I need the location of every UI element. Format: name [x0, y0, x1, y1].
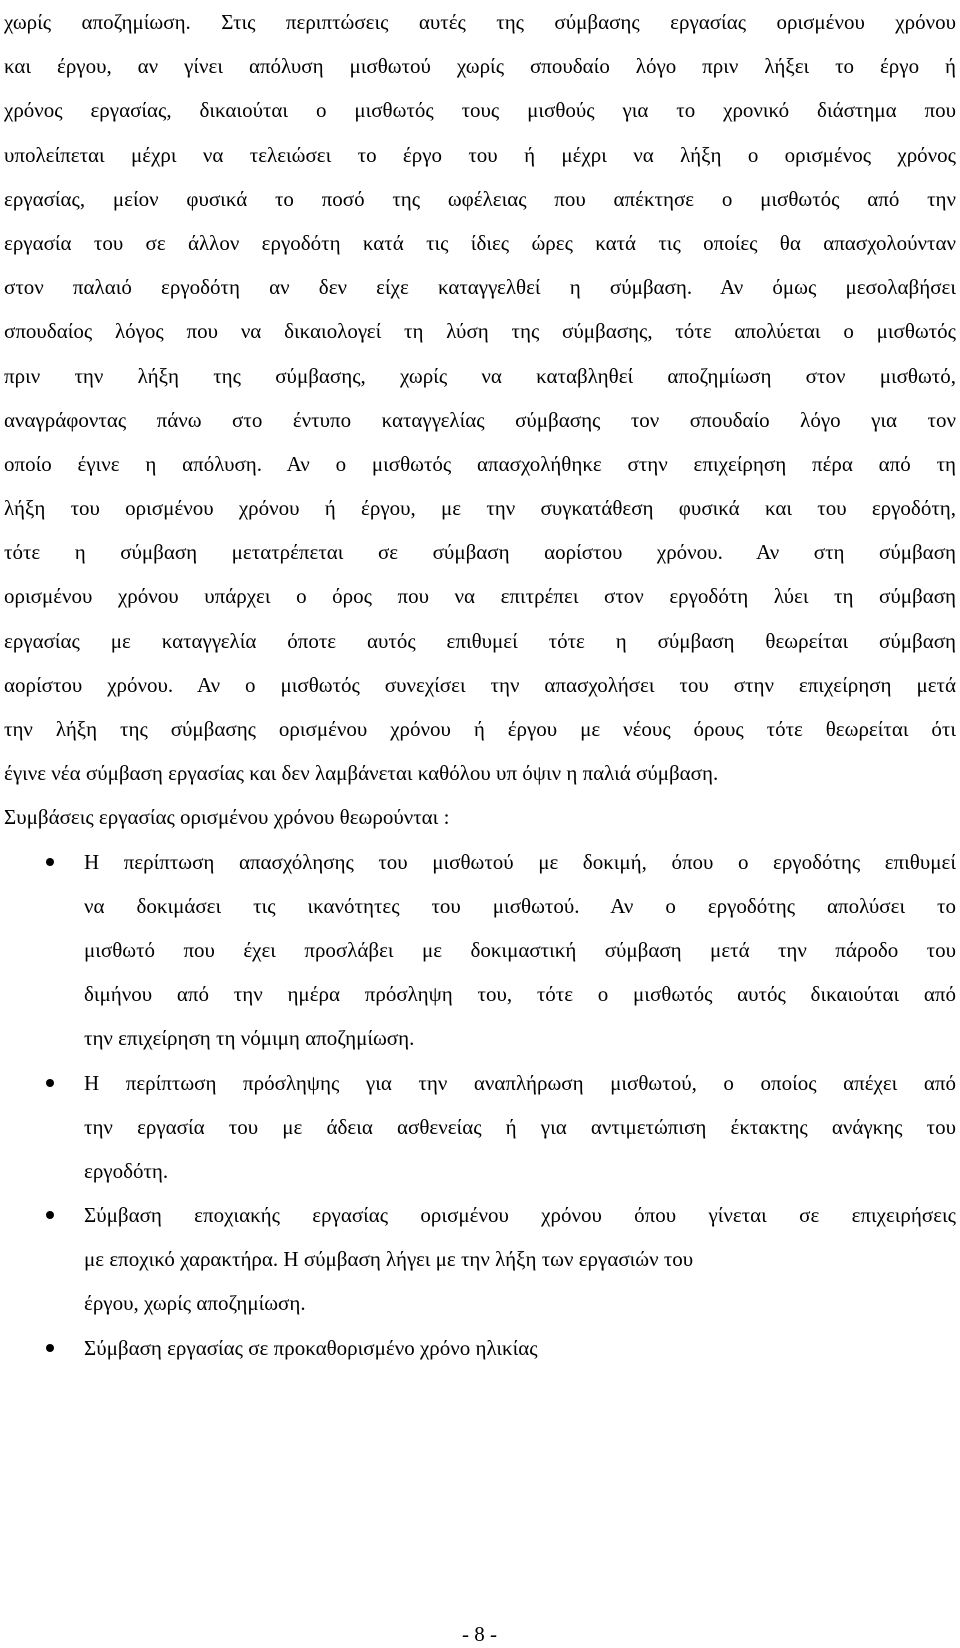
- text-line: υπολείπεται μέχρι να τελειώσει το έργο του ή μέχρι να λήξη ο ορισμένος χρόνος: [4, 142, 956, 167]
- text-line: την επιχείρηση τη νόμιμη αποζημίωση.: [84, 1026, 415, 1051]
- text-line: εργασίας με καταγγελία όποτε αυτός επιθυμεί τότε η σύμβαση θεωρείται σύμβαση: [4, 628, 956, 653]
- text-line: έργου, χωρίς αποζημίωση.: [84, 1291, 306, 1316]
- text-line: αορίστου χρόνου. Αν ο μισθωτός συνεχίσει την απασχολήσει του στην επιχείρηση μετά: [4, 672, 956, 697]
- text-line: την εργασία του με άδεια ασθενείας ή για αντιμετώπιση έκτακτης ανάγκης του: [84, 1114, 956, 1139]
- text-line: στον παλαιό εργοδότη αν δεν είχε καταγγελθεί η σύμβαση. Αν όμως μεσολαβήσει: [4, 275, 956, 300]
- bullet-list: [4, 840, 956, 1370]
- bullet-icon: [46, 1079, 54, 1087]
- text-line: διμήνου από την ημέρα πρόσληψη του, τότε ο μισθωτός αυτός δικαιούται από: [84, 982, 956, 1007]
- bullet-icon: [46, 1211, 54, 1219]
- text-line: Σύμβαση εργασίας σε προκαθορισμένο χρόνο ηλικίας: [84, 1335, 538, 1360]
- text-line: ορισμένου χρόνου υπάρχει ο όρος που να επιτρέπει στον εργοδότη λύει τη σύμβαση: [4, 584, 956, 609]
- text-line: εργασίας, μείον φυσικά το ποσό της ωφέλειας που απέκτησε ο μισθωτός από την: [4, 186, 956, 211]
- list-item: [4, 840, 956, 1061]
- list-item: [4, 1061, 956, 1194]
- page-number: - 8 -: [462, 1622, 497, 1646]
- text-line: μισθωτό που έχει προσλάβει με δοκιμαστική σύμβαση μετά την πάροδο του: [84, 937, 956, 962]
- text-line: χωρίς αποζημίωση. Στις περιπτώσεις αυτές της σύμβασης εργασίας ορισμένου χρόνου: [4, 10, 956, 34]
- text-line: έγινε νέα σύμβαση εργασίας και δεν λαμβάνεται καθόλου υπ όψιν η παλιά σύμβαση.: [4, 761, 719, 786]
- text-line: με εποχικό χαρακτήρα. Η σύμβαση λήγει με την λήξη των εργασιών του: [84, 1247, 694, 1272]
- text-line: λήξη του ορισμένου χρόνου ή έργου, με την συγκατάθεση φυσικά και του εργοδότη,: [4, 496, 956, 521]
- text-line: Σύμβαση εποχιακής εργασίας ορισμένου χρόνου όπου γίνεται σε επιχειρήσεις: [84, 1203, 956, 1228]
- body-paragraph: [4, 0, 956, 840]
- text-line: Η περίπτωση απασχόλησης του μισθωτού με δοκιμή, όπου ο εργοδότης επιθυμεί: [84, 849, 956, 874]
- document-page: [4, 0, 956, 1370]
- text-line: πριν την λήξη της σύμβασης, χωρίς να καταβληθεί αποζημίωση στον μισθωτό,: [4, 363, 956, 388]
- list-item: [4, 1326, 956, 1370]
- text-line: εργοδότη.: [84, 1158, 169, 1183]
- text-line: να δοκιμάσει τις ικανότητες του μισθωτού. Αν ο εργοδότης απολύσει το: [84, 893, 956, 918]
- text-line: Η περίπτωση πρόσληψης για την αναπλήρωση μισθωτού, ο οποίος απέχει από: [84, 1070, 956, 1095]
- text-line: την λήξη της σύμβασης ορισμένου χρόνου ή έργου με νέους όρους τότε θεωρείται ότι: [4, 717, 956, 741]
- text-line: χρόνος εργασίας, δικαιούται ο μισθωτός τους μισθούς για το χρονικό διάστημα που: [4, 98, 956, 123]
- text-line: οποίο έγινε η απόλυση. Αν ο μισθωτός απασχολήθηκε στην επιχείρηση πέρα από τη: [4, 451, 956, 476]
- bullet-icon: [46, 858, 54, 866]
- text-line: αναγράφοντας πάνω στο έντυπο καταγγελίας σύμβασης τον σπουδαίο λόγο για τον: [4, 407, 956, 432]
- bullet-icon: [46, 1344, 54, 1352]
- text-line: εργασία του σε άλλον εργοδότη κατά τις ίδιες ώρες κατά τις οποίες θα απασχολούνταν: [4, 230, 956, 255]
- text-line: τότε η σύμβαση μετατρέπεται σε σύμβαση αορίστου χρόνου. Αν στη σύμβαση: [4, 540, 956, 565]
- list-item: [4, 1193, 956, 1326]
- text-line: σπουδαίος λόγος που να δικαιολογεί τη λύση της σύμβασης, τότε απολύεται ο μισθωτός: [4, 319, 956, 344]
- text-line: Συμβάσεις εργασίας ορισμένου χρόνου θεωρούνται :: [4, 805, 450, 830]
- text-line: και έργου, αν γίνει απόλυση μισθωτού χωρίς σπουδαίο λόγο πριν λήξει το έργο ή: [4, 54, 956, 79]
